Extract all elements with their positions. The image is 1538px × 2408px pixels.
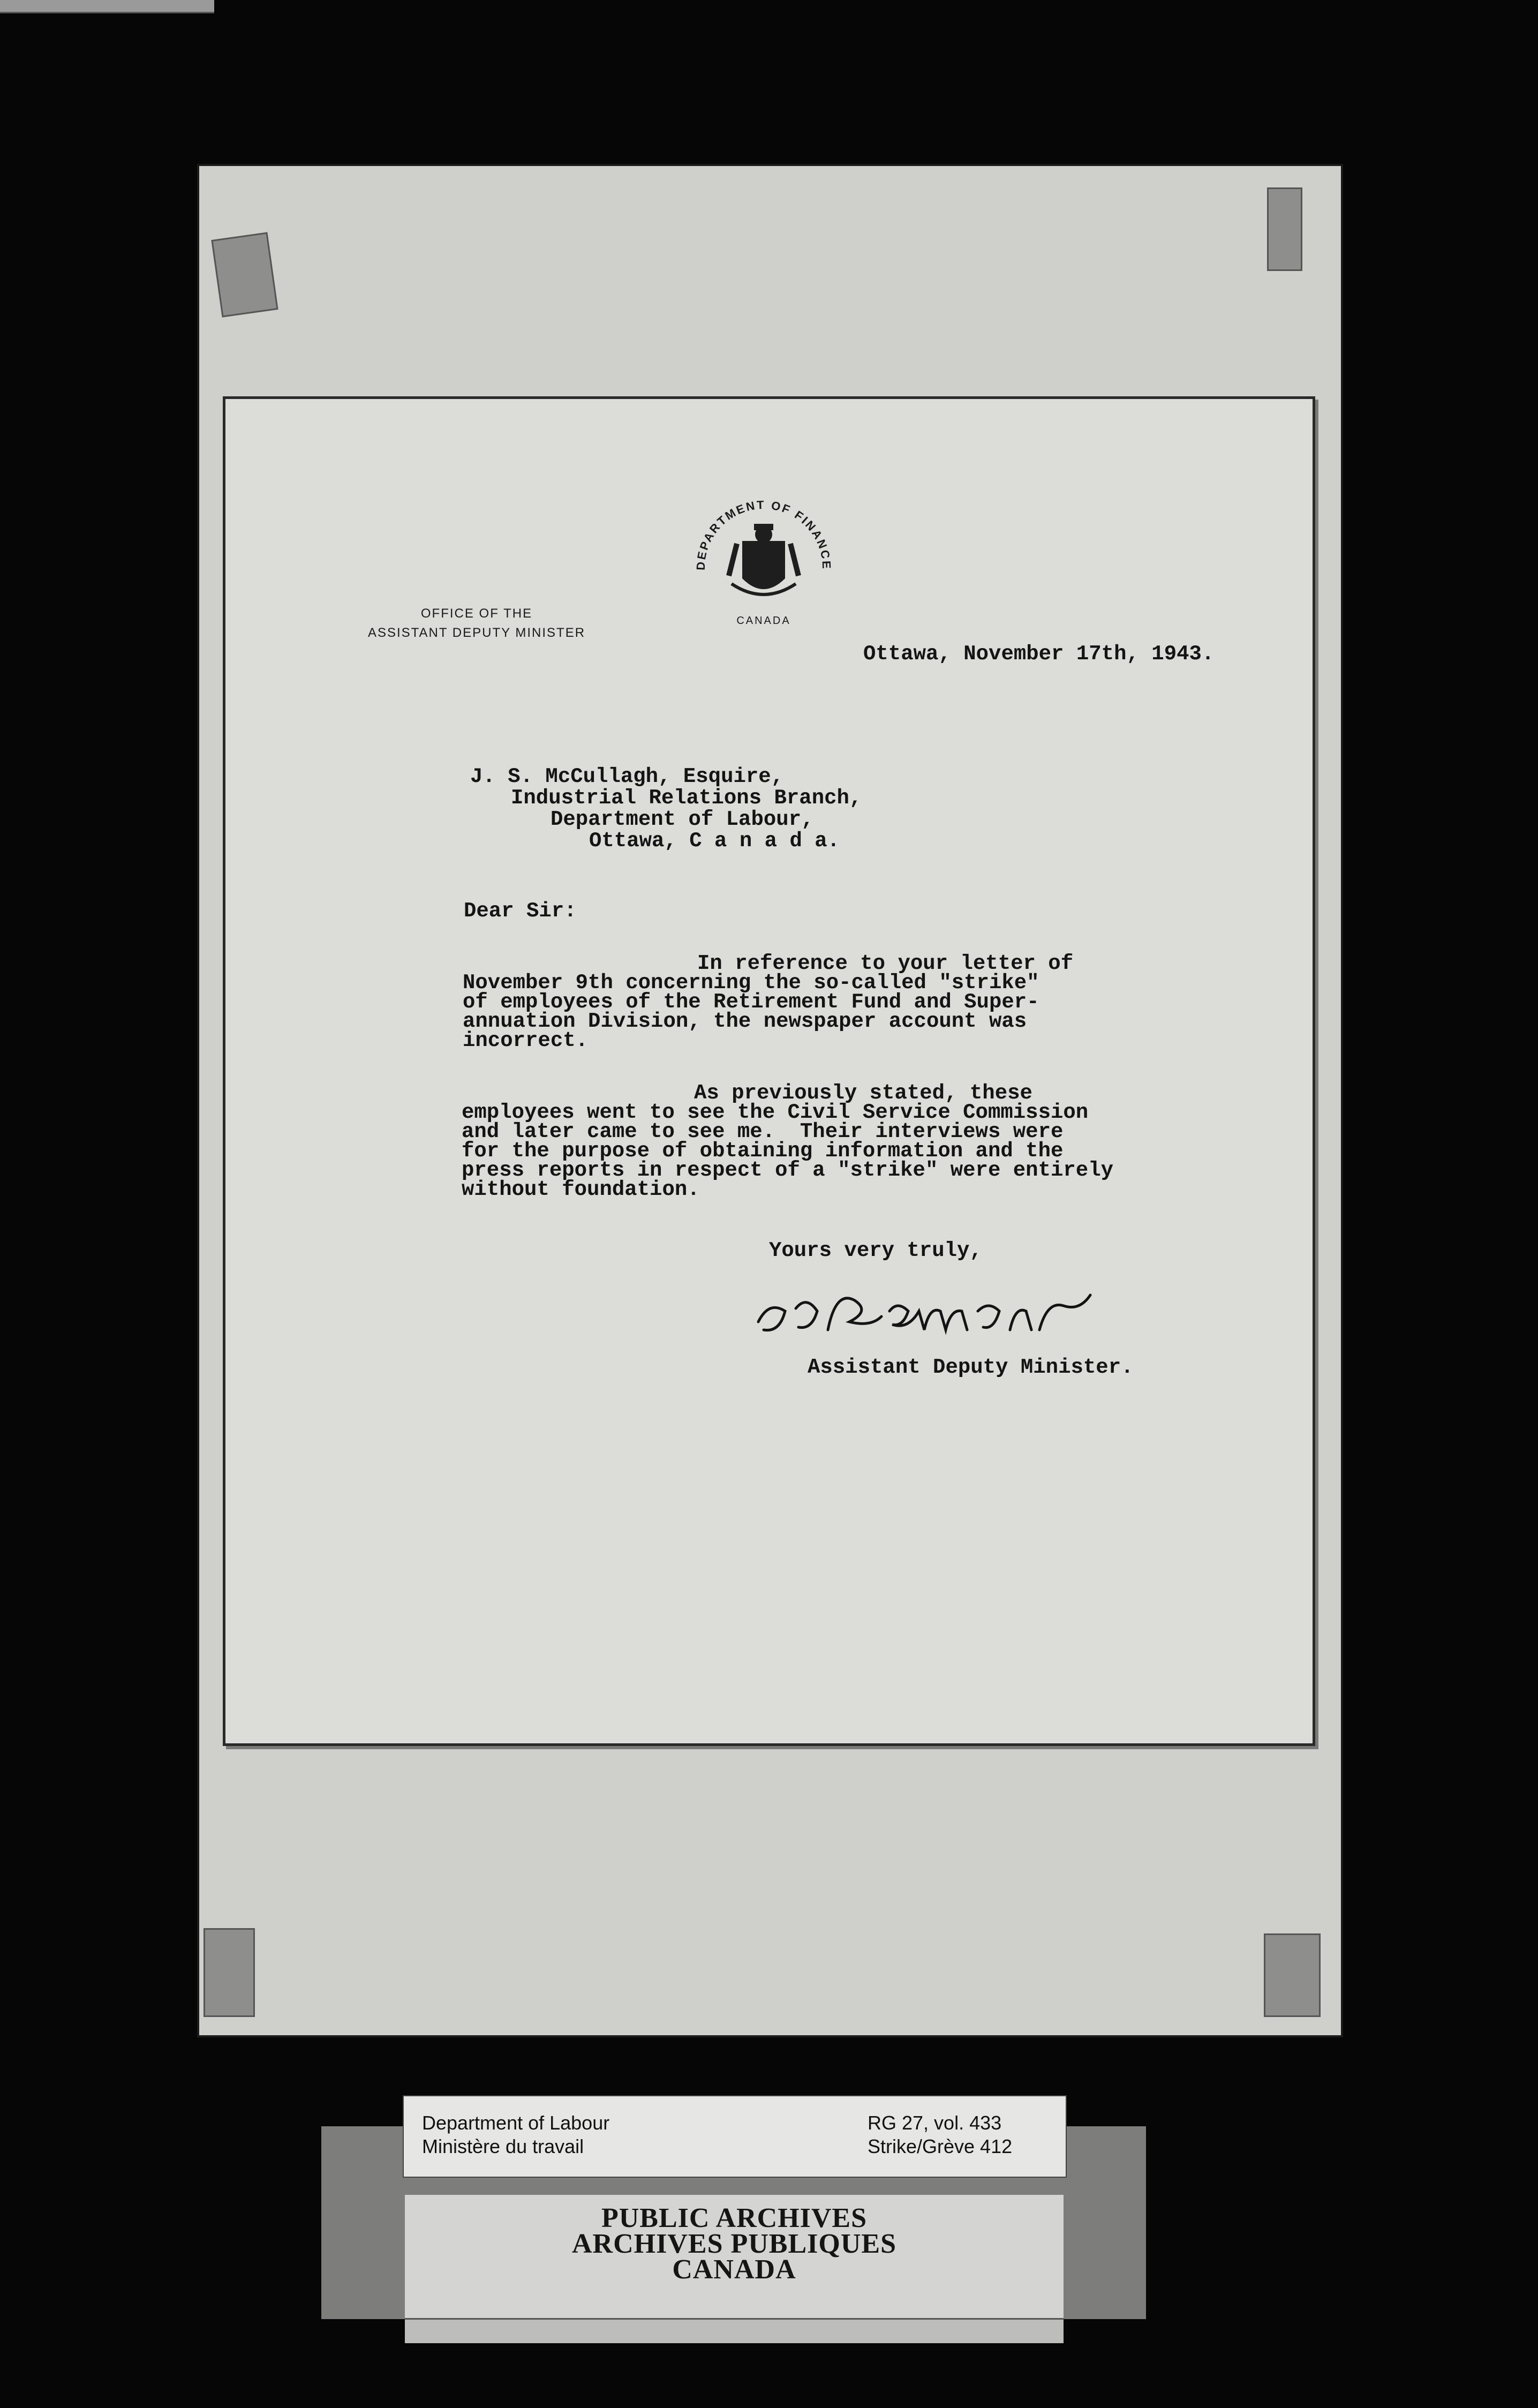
address-line: J. S. McCullagh, Esquire, xyxy=(470,765,784,788)
letter-date: Ottawa, November 17th, 1943. xyxy=(863,642,1215,666)
paragraph-line: annuation Division, the newspaper account was xyxy=(463,1010,1027,1033)
address-line: Department of Labour, xyxy=(551,808,814,831)
paragraph-line: press reports in respect of a "strike" were entirely xyxy=(462,1158,1113,1182)
office-line-1: OFFICE OF THE xyxy=(420,606,533,621)
paragraph-line: incorrect. xyxy=(463,1029,589,1052)
office-line-2: ASSISTANT DEPUTY MINISTER xyxy=(367,626,586,640)
tray-bottom-edge xyxy=(405,2318,1064,2343)
public-archives-stamp xyxy=(405,2203,1064,2285)
strike-number: Strike/Grève 412 xyxy=(868,2135,1013,2157)
mount-clip-bottom-right xyxy=(1264,1933,1321,2017)
film-edge-mark xyxy=(0,0,214,13)
dept-fr: Ministère du travail xyxy=(422,2135,584,2157)
paragraph-line: As previously stated, these xyxy=(694,1081,1032,1105)
stamp-line: ARCHIVES PUBLIQUES xyxy=(571,2229,897,2259)
paragraph-line: employees went to see the Civil Service Commission xyxy=(462,1101,1089,1124)
seal-ring-text: DEPARTMENT OF FINANCE xyxy=(693,498,834,571)
signer-title: Assistant Deputy Minister. xyxy=(808,1356,1134,1379)
stamp-line: PUBLIC ARCHIVES xyxy=(601,2203,868,2233)
paragraph-line: of employees of the Retirement Fund and Super- xyxy=(463,990,1039,1014)
closing: Yours very truly, xyxy=(769,1239,982,1262)
paragraph-line: and later came to see me. Their interviews were xyxy=(462,1120,1064,1143)
record-ref: RG 27, vol. 433 xyxy=(868,2112,1002,2134)
dept-en: Department of Labour xyxy=(422,2112,610,2134)
mount-clip-top-right xyxy=(1267,187,1302,271)
paragraph-line: November 9th concerning the so-called "strike" xyxy=(463,971,1039,995)
paragraph-line: without foundation. xyxy=(462,1178,700,1201)
mount-clip-top-left xyxy=(211,232,278,317)
stamp-line: CANADA xyxy=(672,2254,796,2285)
archive-label-card xyxy=(403,2095,1067,2178)
paragraph-line: In reference to your letter of xyxy=(697,952,1074,975)
seal-country: CANADA xyxy=(736,615,791,627)
mount-clip-bottom-left xyxy=(203,1928,255,2017)
address-line: Ottawa, C a n a d a. xyxy=(589,829,840,853)
salutation: Dear Sir: xyxy=(464,899,577,923)
handwritten-signature xyxy=(748,1279,1171,1349)
coat-of-arms-icon xyxy=(729,524,798,595)
paragraph-line: for the purpose of obtaining information and the xyxy=(462,1139,1064,1163)
department-seal xyxy=(678,477,849,637)
office-heading xyxy=(337,604,616,643)
address-line: Industrial Relations Branch, xyxy=(511,786,862,810)
